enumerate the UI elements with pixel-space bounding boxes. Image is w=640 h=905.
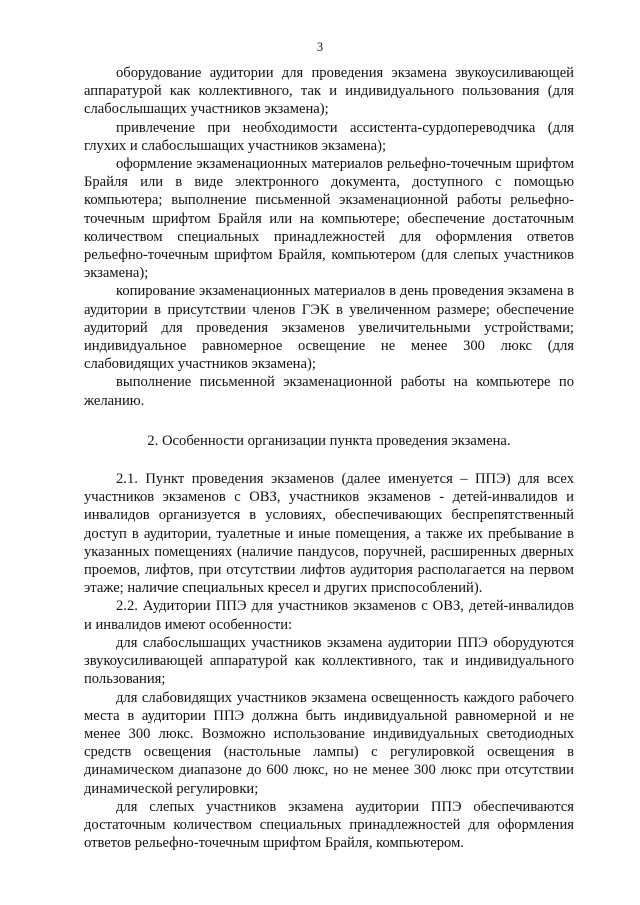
paragraph-equipment-sound: оборудование аудитории для проведения экзамена звукоусиливающей аппаратурой как коллективного, так и индивидуального пользования (для слабослышащих участников экзамена); xyxy=(84,65,574,118)
page-number: 3 xyxy=(316,40,324,54)
document-body xyxy=(84,64,574,852)
paragraph-visually-impaired: для слабовидящих участников экзамена освещенность каждого рабочего места в аудитории ППЭ должна быть индивидуальной равномерной и не менее 300 люкс. Возможно использование индивидуальных светодиодных средств освещения (настольные лампы) с регулировкой освещения в динамическом диапазоне до 600 люкс, но не менее 300 люкс при отсутствии динамической регулировки; xyxy=(84,689,574,797)
paragraph-2-1: 2.1. Пункт проведения экзаменов (далее именуется – ППЭ) для всех участников экзаменов с ОВЗ, участников экзаменов - детей-инвалидов и инвалидов организуется в условиях, обеспечивающих беспрепятственный доступ в аудитории, туалетные и иные помещения, а также их пребывание в указанных помещениях (наличие пандусов, поручней, расширенных дверных проемов, лифтов, при отсутствии лифтов аудитория располагается на первом этаже; наличие специальных кресел и других приспособлений). xyxy=(84,471,574,597)
paragraph-blind: для слепых участников экзамена аудитории ППЭ обеспечиваются достаточным количеством специальных принадлежностей для оформления ответов рельефно-точечным шрифтом Брайля, компьютером. xyxy=(84,798,574,852)
paragraph-2-2: 2.2. Аудитории ППЭ для участников экзаменов с ОВЗ, детей-инвалидов и инвалидов имеют особенности: xyxy=(84,598,574,633)
paragraph-sign-interpreter: привлечение при необходимости ассистента-сурдопереводчика (для глухих и слабослышащих участников экзамена); xyxy=(84,119,574,154)
paragraph-braille: оформление экзаменационных материалов рельефно-точечным шрифтом Брайля или в виде электронного документа, доступного с помощью компьютера; выполнение письменной экзаменационной работы рельефно-точечным шрифтом Брайля или на компьютере; обеспечение достаточным количеством специальных принадлежностей для оформления ответов рельефно-точечным шрифтом Брайля, компьютером (для слепых участников экзамена); xyxy=(84,156,574,282)
paragraph-copying-enlarged: копирование экзаменационных материалов в день проведения экзамена в аудитории в присутствии членов ГЭК в увеличенном размере; обеспечение аудиторий для проведения экзаменов увеличительными устройствами; индивидуальное равномерное освещение не менее 300 люкс (для слабовидящих участников экзамена); xyxy=(84,283,574,373)
section-heading: 2. Особенности организации пункта проведения экзамена. xyxy=(147,432,511,449)
paragraph-computer: выполнение письменной экзаменационной работы на компьютере по желанию. xyxy=(84,374,574,409)
paragraph-hard-of-hearing: для слабослышащих участников экзамена аудитории ППЭ оборудуются звукоусиливающей аппаратурой как коллективного, так и индивидуального пользования; xyxy=(84,634,574,688)
